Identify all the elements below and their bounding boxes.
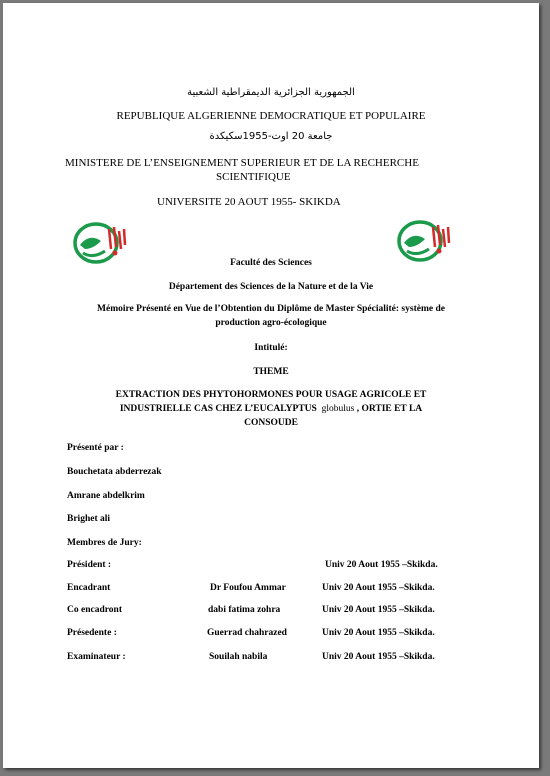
title-line-2: [3, 404, 539, 414]
jury-institution: Univ 20 Aout 1955 –Skikda.: [325, 560, 438, 570]
title-line-2-species: globulus: [321, 404, 355, 414]
jury-role: Encadrant: [67, 583, 111, 593]
student-name: Bouchetata abderrezak: [67, 467, 162, 477]
arabic-university-heading: جامعة 20 اوت-1955سكيكدة: [209, 131, 333, 142]
title-line-3: CONSOUDE: [244, 418, 298, 428]
jury-institution: Univ 20 Aout 1955 –Skikda.: [322, 628, 435, 638]
jury-institution: Univ 20 Aout 1955 –Skikda.: [322, 583, 435, 593]
republic-heading: REPUBLIQUE ALGERIENNE DEMOCRATIQUE ET POPULAIRE: [116, 110, 426, 122]
jury-institution: Univ 20 Aout 1955 –Skikda.: [322, 605, 435, 615]
department-heading: Département des Sciences de la Nature et de la Vie: [168, 282, 374, 292]
document-page: [3, 3, 539, 768]
arabic-republic-heading: الجمهورية الجزائرية الديمقراطية الشعبية: [187, 87, 355, 98]
jury-institution: Univ 20 Aout 1955 –Skikda.: [322, 652, 435, 662]
jury-name: dabi fatima zohra: [208, 605, 281, 615]
jury-role: Présedente :: [67, 628, 117, 638]
jury-role: Président :: [67, 560, 112, 570]
jury-role: Examinateur :: [67, 652, 126, 662]
jury-name: Souilah nabila: [209, 652, 268, 662]
jury-name: Guerrad chahrazed: [207, 628, 287, 638]
jury-role: Co encadront: [67, 605, 122, 615]
student-name: Brighet ali: [67, 514, 111, 524]
title-line-1: EXTRACTION DES PHYTOHORMONES POUR USAGE AGRICOLE ET: [115, 390, 427, 400]
presented-by-label: Présenté par :: [67, 443, 124, 453]
faculty-heading: Faculté des Sciences: [230, 258, 312, 268]
jury-label: Membres de Jury:: [67, 538, 142, 548]
title-line-2-part-c: , ORTIE ET LA: [356, 404, 423, 414]
ministry-line-1: MINISTERE DE L’ENSEIGNEMENT SUPERIEUR ET DE LA RECHERCHE: [65, 157, 419, 169]
university-heading: UNIVERSITE 20 AOUT 1955- SKIKDA: [157, 196, 341, 208]
student-name: Amrane abdelkrim: [67, 491, 145, 501]
memoire-line-1: Mémoire Présenté en Vue de l’Obtention du Diplôme de Master Spécialité: système de: [97, 304, 445, 314]
jury-name: Dr Foufou Ammar: [210, 583, 286, 593]
memoire-line-2: production agro-écologique: [215, 318, 327, 328]
title-line-2-part-a: INDUSTRIELLE CAS CHEZ L’EUCALYPTUS: [119, 404, 317, 414]
intitule-label: Intitulé:: [254, 343, 288, 353]
theme-label: THEME: [253, 367, 289, 377]
ministry-line-2: SCIENTIFIQUE: [216, 171, 291, 183]
